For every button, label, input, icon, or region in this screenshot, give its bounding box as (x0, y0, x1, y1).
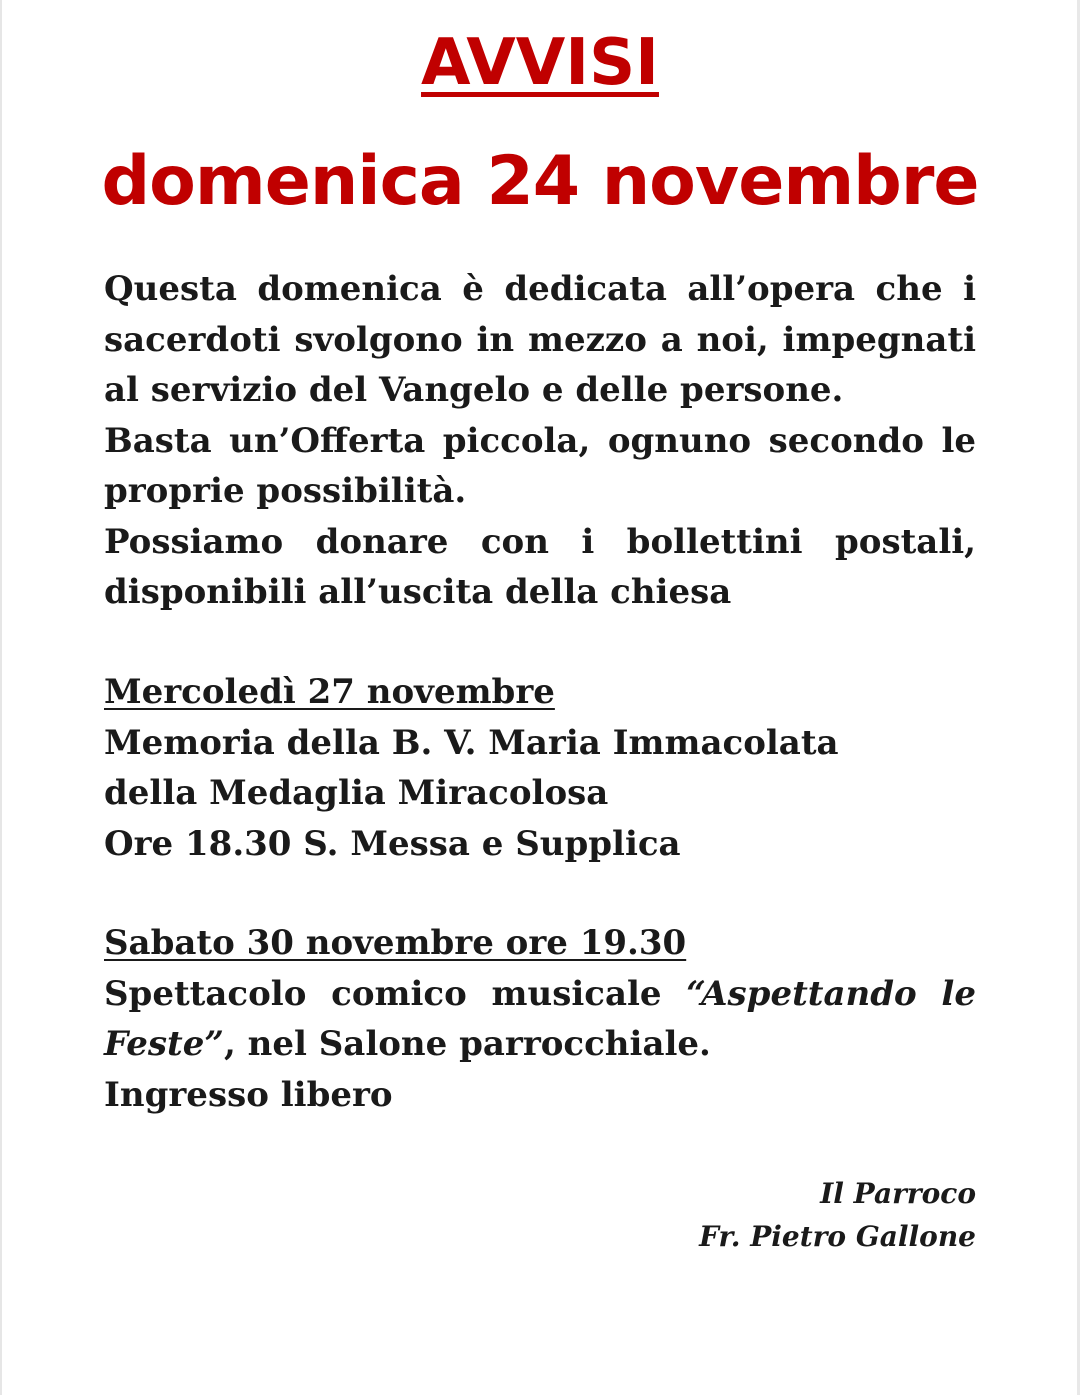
signature-block (699, 1172, 976, 1258)
signature-role: Il Parroco (820, 1177, 976, 1210)
intro-paragraph-1: Questa domenica è dedicata all’opera che i sacerdoti svolgono in mezzo a noi, impegnati al servizio del Vangelo e delle persone. (104, 269, 976, 410)
saturday-entry: Ingresso libero (104, 1074, 393, 1115)
saturday-text-before: Spettacolo comico musicale (104, 973, 687, 1014)
saturday-text-after: , nel Salone parrocchiale. (223, 1024, 711, 1064)
wednesday-line-1: Memoria della B. V. Maria Immacolata (104, 722, 839, 763)
notice-date: domenica 24 novembre (101, 142, 979, 221)
wednesday-heading: Mercoledì 27 novembre (104, 672, 555, 712)
intro-paragraph-2: Basta un’Offerta piccola, ognuno secondo le proprie possibilità. (104, 420, 976, 511)
saturday-section (104, 918, 976, 1120)
saturday-description (104, 969, 976, 1070)
show-title: “Aspettando le Feste” (104, 973, 976, 1064)
signature-name: Fr. Pietro Gallone (699, 1220, 976, 1253)
wednesday-section (104, 667, 976, 869)
intro-paragraph-3: Possiamo donare con i bollettini postali, disponibili all’uscita della chiesa (104, 521, 976, 612)
wednesday-line-2: della Medaglia Miracolosa (104, 773, 609, 813)
intro-section (104, 264, 976, 618)
saturday-heading: Sabato 30 novembre ore 19.30 (104, 923, 687, 963)
notice-title-text: AVVISI (421, 26, 659, 100)
notice-title (0, 18, 1080, 108)
wednesday-line-3: Ore 18.30 S. Messa e Supplica (104, 823, 681, 864)
